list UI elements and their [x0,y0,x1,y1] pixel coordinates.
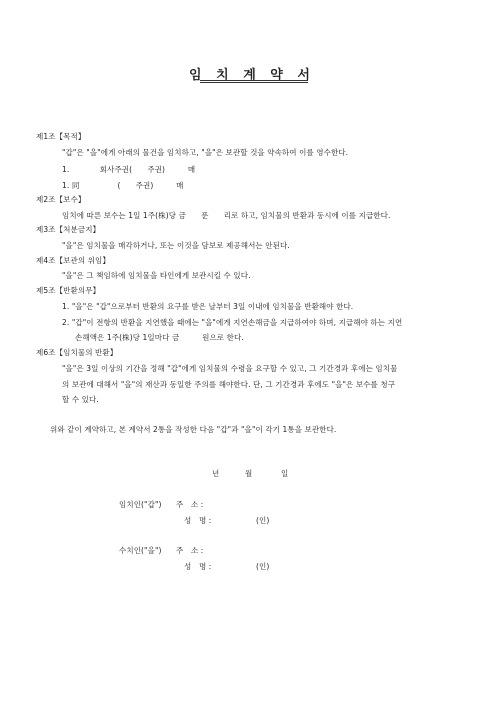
article-4-heading: 제4조【보관의 위임】 [36,256,110,265]
party-2-address-label: 주 소 : [176,546,204,555]
article-6-heading: 제6조【임치물의 반환】 [36,348,118,357]
article-6-line-1: "을"은 3일 이상의 기간을 정해 "갑"에게 임치물의 수령을 요구할 수 있고, 그 기간경과 후에는 임치물 [62,364,398,373]
party-2-role: 수치인("을") [119,546,162,555]
date-year: 년 [212,469,220,478]
party-2-seal: (인) [256,562,270,571]
document-title: 임 치 계 약 서 [189,68,315,83]
article-5-line-3: 손해액은 1주(株)당 1일마다 금 원으로 한다. [75,333,244,342]
article-5-line-1: 1. "을"은 "갑"으로부터 반환의 요구를 받은 날부터 3일 이내에 임치물을 반환해야 한다. [62,302,354,311]
article-2-line-1: 임치에 따른 보수는 1일 1주(株)당 금 푼 리로 하고, 임치물의 반환과 동시에 이를 지급한다. [62,211,391,220]
party-1-role: 임치인("갑") [119,500,162,509]
date-day: 일 [281,469,289,478]
article-5-heading: 제5조【반환의무】 [36,286,101,295]
article-4-line-1: "을"은 그 책임하에 임치물을 타인에게 보관시킬 수 있다. [62,271,251,280]
article-1-line-2: 1. 회사주권( 주권) 매 [62,165,196,174]
date-month: 월 [245,469,253,478]
article-1-heading: 제1조【목적】 [36,132,86,141]
party-2-name-label: 성 명 : [184,562,212,571]
article-6-line-2: 의 보관에 대해서 "을"의 재산과 동일한 주의를 해야한다. 단, 그 기간경과 후에도 "을"은 보수를 청구 [62,380,396,389]
closing-statement: 위와 같이 계약하고, 본 계약서 2통을 작성한 다음 "갑"과 "을"이 각기 1통을 보관한다. [50,425,337,434]
title-underline [200,80,308,81]
article-3-heading: 제3조【처분금지】 [36,225,101,234]
article-3-line-1: "을"은 임치물을 매각하거나, 또는 이것을 담보로 제공해서는 안된다. [62,241,290,250]
article-2-heading: 제2조【보수】 [36,195,86,204]
party-1-address-label: 주 소 : [176,500,204,509]
article-6-line-3: 할 수 있다. [62,395,99,404]
party-1-name-label: 성 명 : [184,516,212,525]
party-1-seal: (인) [256,516,270,525]
article-1-line-3: 1. 同 ( 주권) 매 [62,181,184,190]
article-5-line-2: 2. "갑"이 전항의 반환을 지연했을 때에는 "을"에게 지연손해금을 지급하여야 하며, 지급해야 하는 지연 [62,318,403,327]
title-underline-2 [200,82,308,83]
article-1-line-1: "갑"은 "을"에게 아래의 물건을 임치하고, "을"은 보관할 것을 약속하여 이를 영수한다. [62,148,349,157]
